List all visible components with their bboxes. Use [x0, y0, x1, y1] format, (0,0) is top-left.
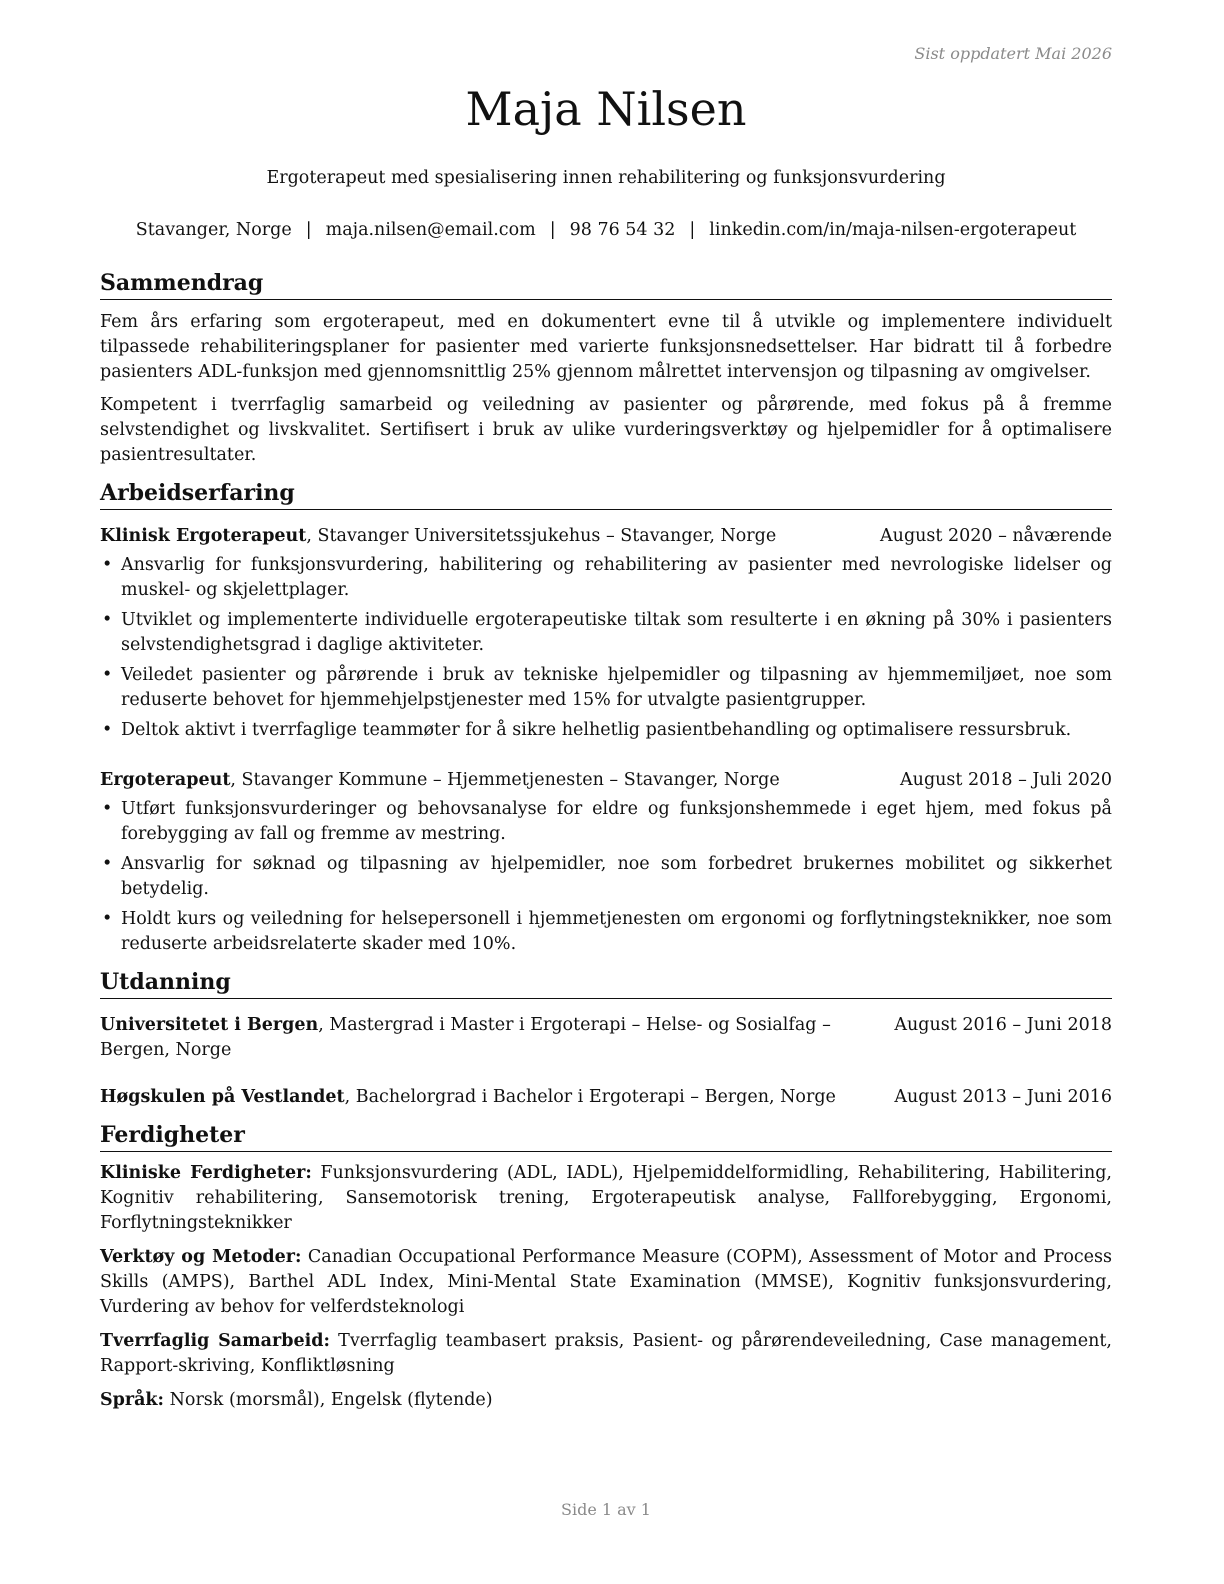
job-bullet-text: Veiledet pasienter og pårørende i bruk av tekniske hjelpemidler og tilpasning av hjemmemiljøet, noe som reduserte behovet for hjemmehjelpstjenester med 15% for utvalgte pasientgrupper. — [121, 665, 1112, 710]
contact-phone: 98 76 54 32 — [569, 220, 676, 240]
contact-separator: | — [689, 220, 696, 240]
job-bullet-text: Utført funksjonsvurderinger og behovsanalyse for eldre og funksjonshemmede i eget hjem, med fokus på forebygging av fall og fremme av mestring. — [121, 799, 1112, 844]
section-heading-education: Utdanning — [100, 967, 1112, 999]
skill-group — [100, 1329, 1112, 1379]
skill-label: Tverrfaglig Samarbeid: — [100, 1331, 330, 1351]
education-entry — [100, 1013, 1112, 1063]
degree-detail: , Bachelorgrad i Bachelor i Ergoterapi – Bergen, Norge — [344, 1087, 836, 1107]
skill-group — [100, 1245, 1112, 1320]
job-bullet — [100, 553, 1112, 603]
last-updated: Sist oppdatert Mai 2026 — [914, 44, 1112, 63]
bullet-marker: • — [102, 854, 113, 874]
summary-section — [100, 268, 1112, 468]
job-entry — [100, 524, 1112, 743]
degree-detail: , Mastergrad i Master i Ergoterapi – Helse- og Sosialfag – Bergen, Norge — [100, 1015, 831, 1060]
school-name: Universitetet i Bergen — [100, 1015, 319, 1035]
job-bullet — [100, 907, 1112, 957]
job-dates: August 2018 – Juli 2020 — [900, 770, 1112, 790]
job-bullet — [100, 852, 1112, 902]
skill-label: Verktøy og Metoder: — [100, 1247, 302, 1267]
job-dates: August 2020 – nåværende — [880, 526, 1112, 546]
education-entry — [100, 1085, 1112, 1110]
contact-linkedin[interactable]: linkedin.com/in/maja-nilsen-ergoterapeut — [709, 220, 1077, 240]
skill-group — [100, 1161, 1112, 1236]
job-bullets — [100, 797, 1112, 957]
job-bullet — [100, 718, 1112, 743]
bullet-marker: • — [102, 799, 113, 819]
section-heading-summary: Sammendrag — [100, 268, 1112, 300]
contact-email[interactable]: maja.nilsen@email.com — [325, 220, 536, 240]
job-bullet-text: Holdt kurs og veiledning for helsepersonell i hjemmetjenesten om ergonomi og forflytningsteknikker, noe som reduserte arbeidsrelaterte skader med 10%. — [121, 909, 1112, 954]
resume-body — [100, 268, 1112, 1413]
job-header — [100, 524, 1112, 549]
education-dates: August 2013 – Juni 2016 — [894, 1087, 1112, 1107]
job-bullet-text: Ansvarlig for funksjonsvurdering, habilitering og rehabilitering av pasienter med nevrologiske lidelser og muskel- og skjelettplager. — [121, 555, 1112, 600]
bullet-marker: • — [102, 665, 113, 685]
skill-text: Tverrfaglig teambasert praksis, Pasient- og pårørendeveiledning, Case management, Rapport-skriving, Konfliktløsning — [100, 1331, 1112, 1376]
school-name: Høgskulen på Vestlandet — [100, 1087, 345, 1107]
job-entry — [100, 768, 1112, 957]
job-header — [100, 768, 1112, 793]
job-bullet — [100, 663, 1112, 713]
education-dates: August 2016 – Juni 2018 — [894, 1015, 1112, 1035]
bullet-marker: • — [102, 610, 113, 630]
contact-separator: | — [549, 220, 556, 240]
skill-text: Canadian Occupational Performance Measure (COPM), Assessment of Motor and Process Skills (AMPS), Barthel ADL Index, Mini-Mental State Examination (MMSE), Kognitiv funksjonsvurdering, Vurdering av behov for velferdsteknologi — [100, 1247, 1112, 1317]
job-title: Klinisk Ergoterapeut — [100, 526, 307, 546]
skill-text: Funksjonsvurdering (ADL, IADL), Hjelpemiddelformidling, Rehabilitering, Habilitering, Kognitiv rehabilitering, Sansemotorisk trening, Ergoterapeutisk analyse, Fallforebygging, Ergonomi, Forflytningsteknikker — [100, 1163, 1112, 1233]
skill-text: Norsk (morsmål), Engelsk (flytende) — [164, 1390, 493, 1410]
skills-section — [100, 1120, 1112, 1413]
job-org: , Stavanger Universitetssjukehus – Stavanger, Norge — [306, 526, 777, 546]
section-heading-experience: Arbeidserfaring — [100, 478, 1112, 510]
job-bullet-text: Deltok aktivt i tverrfaglige teammøter for å sikre helhetlig pasientbehandling og optimalisere ressursbruk. — [121, 720, 1072, 740]
skill-label: Språk: — [100, 1390, 165, 1410]
bullet-marker: • — [102, 720, 113, 740]
contact-separator: | — [305, 220, 312, 240]
bullet-marker: • — [102, 909, 113, 929]
job-bullet — [100, 608, 1112, 658]
job-bullet — [100, 797, 1112, 847]
job-bullet-text: Utviklet og implementerte individuelle ergoterapeutiske tiltak som resulterte i en økning på 30% i pasienters selvstendighetsgrad i daglige aktiviteter. — [121, 610, 1112, 655]
bullet-marker: • — [102, 555, 113, 575]
job-bullet-text: Ansvarlig for søknad og tilpasning av hjelpemidler, noe som forbedret brukernes mobilitet og sikkerhet betydelig. — [121, 854, 1112, 899]
contact-line — [100, 220, 1112, 240]
skill-group — [100, 1388, 1112, 1413]
skill-label: Kliniske Ferdigheter: — [100, 1163, 312, 1183]
tagline: Ergoterapeut med spesialisering innen rehabilitering og funksjonsvurdering — [266, 168, 946, 188]
candidate-name: Maja Nilsen — [465, 82, 747, 136]
job-title: Ergoterapeut — [100, 770, 231, 790]
summary-paragraph: Fem års erfaring som ergoterapeut, med en dokumentert evne til å utvikle og implementere individuelt tilpassede rehabiliteringsplaner for pasienter med varierte funksjonsnedsettelser. Har bidratt til å forbedre pasienters ADL-funksjon med gjennomsnittlig 25% gjennom målrettet intervensjon og tilpasning av omgivelser. — [100, 312, 1112, 382]
page-number: Side 1 av 1 — [561, 1500, 651, 1519]
summary-paragraph: Kompetent i tverrfaglig samarbeid og veiledning av pasienter og pårørende, med fokus på å fremme selvstendighet og livskvalitet. Sertifisert i bruk av ulike vurderingsverktøy og hjelpemidler for å optimalisere pasientresultater. — [100, 395, 1112, 465]
job-bullets — [100, 553, 1112, 743]
section-heading-skills: Ferdigheter — [100, 1120, 1112, 1152]
job-org: , Stavanger Kommune – Hjemmetjenesten – Stavanger, Norge — [230, 770, 780, 790]
contact-location: Stavanger, Norge — [135, 220, 292, 240]
education-section — [100, 967, 1112, 1110]
experience-section — [100, 478, 1112, 957]
